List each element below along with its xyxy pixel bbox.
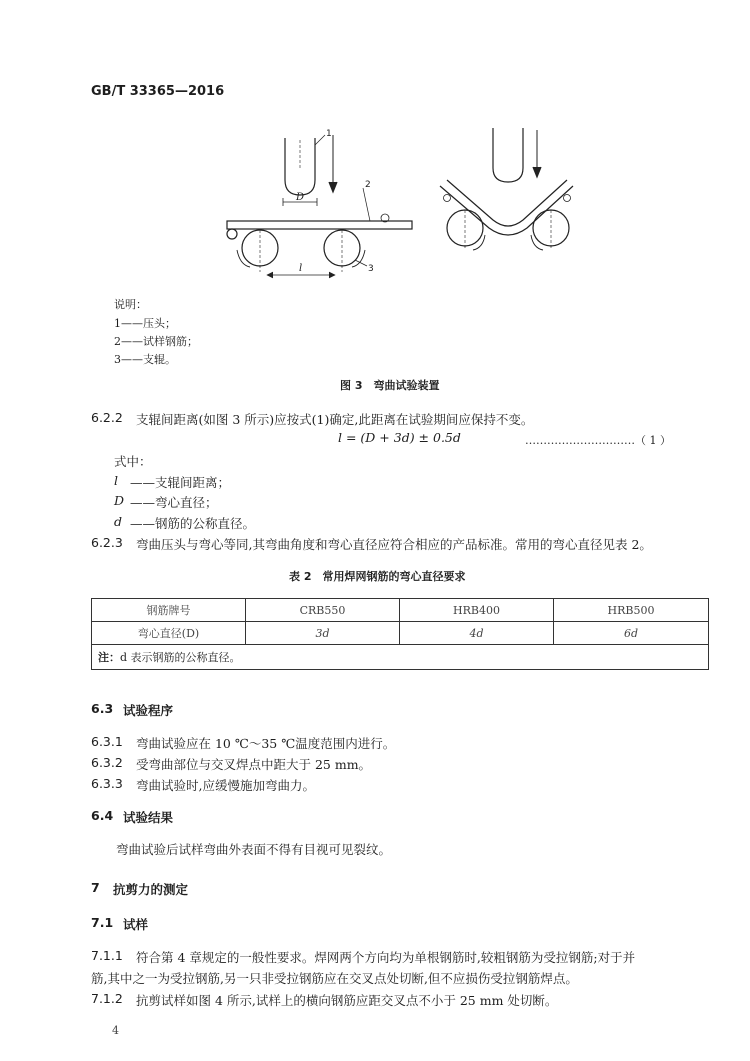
- where-label: 式中：: [114, 454, 152, 469]
- section-7-title: 抗剪力的测定: [113, 882, 189, 897]
- table-2: [91, 598, 709, 670]
- section-6-2-2-number: 6.2.2: [91, 410, 123, 425]
- section-7-1-title: 试样: [123, 917, 149, 932]
- page-number: 4: [112, 1024, 119, 1037]
- var-d-desc: ——钢筋的公称直径。: [130, 516, 256, 531]
- table-note-text: d 表示钢筋的公称直径。: [120, 651, 241, 664]
- table-cell: HRB400: [400, 599, 554, 622]
- var-D-symbol: D: [114, 493, 125, 508]
- section-7-1-1-number: 7.1.1: [91, 948, 123, 963]
- specimen-bar-bent: [447, 180, 567, 226]
- var-D-desc: ——弯心直径；: [130, 495, 218, 510]
- formula-1-number: …………………………（ 1 ）: [525, 434, 671, 447]
- section-7-1-1-line-2: 筋,其中之一为受拉钢筋,另一只非受拉钢筋应在交叉点处切断,但不应损伤受拉钢筋焊点。: [91, 971, 578, 986]
- section-6-3-2-text: 受弯曲部位与交叉焊点中距大于 25 mm。: [136, 757, 372, 772]
- section-6-4-number: 6.4: [91, 808, 114, 823]
- legend-item-3: 3——支辊。: [114, 353, 176, 366]
- dimension-D: D: [296, 192, 305, 203]
- table-cell: 6d: [554, 622, 709, 645]
- section-6-2-3-text: 弯曲压头与弯心等同,其弯曲角度和弯心直径应符合相应的产品标准。常用的弯心直径见表 2。: [136, 537, 652, 552]
- section-6-2-3-number: 6.2.3: [91, 535, 123, 550]
- section-7-1-2-number: 7.1.2: [91, 991, 123, 1006]
- section-6-3-1-number: 6.3.1: [91, 734, 123, 749]
- section-6-3-1-text: 弯曲试验应在 10 ℃～35 ℃温度范围内进行。: [136, 736, 396, 751]
- table-cell: 4d: [400, 622, 554, 645]
- section-6-3-number: 6.3: [91, 701, 114, 716]
- section-7-1-2-text: 抗剪试样如图 4 所示,试样上的横向钢筋应距交叉点不小于 25 mm 处切断。: [136, 993, 558, 1008]
- table-2-title: 表 2 常用焊网钢筋的弯心直径要求: [289, 570, 466, 583]
- table-row: [92, 645, 709, 670]
- callout-1: 1: [326, 129, 332, 139]
- section-6-3-3-number: 6.3.3: [91, 776, 123, 791]
- document-header: GB/T 33365—2016: [91, 84, 225, 99]
- press-head-right: [493, 128, 523, 182]
- section-7-1-number: 7.1: [91, 915, 114, 930]
- var-l-symbol: l: [114, 473, 118, 488]
- table-cell: 3d: [246, 622, 400, 645]
- legend-item-2: 2——试样钢筋；: [114, 335, 198, 348]
- table-note-label: 注：: [98, 651, 120, 664]
- figure-3-caption: 图 3 弯曲试验装置: [340, 379, 440, 392]
- dimension-l: l: [299, 263, 303, 274]
- section-6-4-text: 弯曲试验后试样弯曲外表面不得有目视可见裂纹。: [116, 842, 392, 857]
- section-6-3-3-text: 弯曲试验时,应缓慢施加弯曲力。: [136, 778, 315, 793]
- table-row: [92, 599, 709, 622]
- section-6-3-2-number: 6.3.2: [91, 755, 123, 770]
- legend-item-1: 1——压头；: [114, 317, 176, 330]
- section-7-number: 7: [91, 880, 100, 895]
- section-6-4-title: 试验结果: [123, 810, 174, 825]
- table-cell: 弯心直径(D): [92, 622, 246, 645]
- callout-3: 3: [368, 264, 374, 274]
- section-7-1-1-line-1: 符合第 4 章规定的一般性要求。焊网两个方向均为单根钢筋时,较粗钢筋为受拉钢筋;对于并: [136, 950, 636, 965]
- formula-1: l = (D + 3d) ± 0.5d: [338, 430, 461, 445]
- var-d-symbol: d: [114, 514, 123, 529]
- callout-2: 2: [365, 180, 371, 190]
- var-l-desc: ——支辊间距离；: [130, 475, 231, 490]
- table-cell: HRB500: [554, 599, 709, 622]
- figure-3-drawing: [215, 120, 595, 290]
- section-6-2-2-text: 支辊间距离(如图 3 所示)应按式(1)确定,此距离在试验期间应保持不变。: [136, 412, 534, 427]
- table-row: [92, 622, 709, 645]
- section-6-3-title: 试验程序: [123, 703, 174, 718]
- table-cell: CRB550: [246, 599, 400, 622]
- table-note: [92, 645, 709, 670]
- legend-title: 说明：: [114, 298, 147, 311]
- table-cell: 钢筋牌号: [92, 599, 246, 622]
